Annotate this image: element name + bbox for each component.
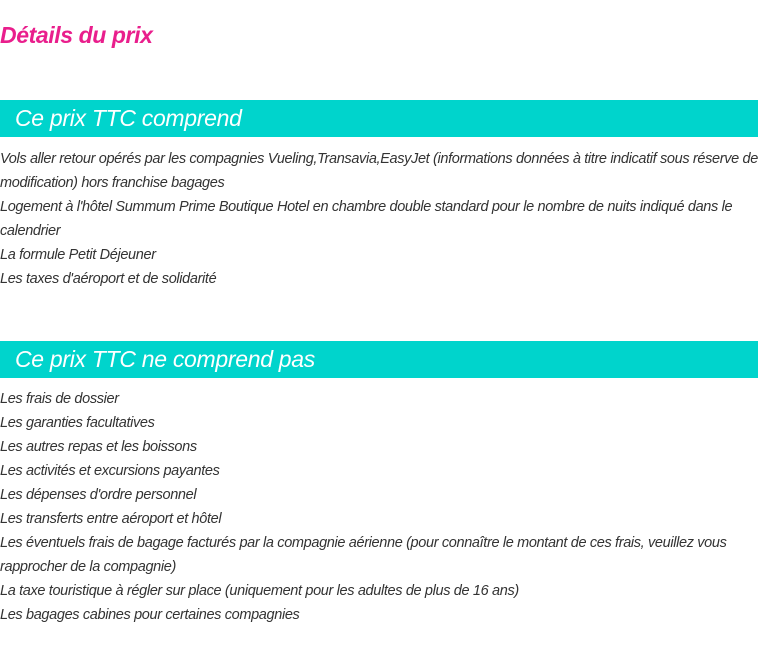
list-item: Les éventuels frais de bagage facturés par la compagnie aérienne (pour connaître le montant de ces frais, veuillez vous rapprocher de la compagnie) (0, 535, 727, 575)
included-list (0, 147, 758, 291)
excluded-heading: Ce prix TTC ne comprend pas (0, 341, 758, 378)
list-item: Les bagages cabines pour certaines compagnies (0, 607, 300, 623)
list-item: Les taxes d'aéroport et de solidarité (0, 271, 217, 287)
list-item: La formule Petit Déjeuner (0, 247, 156, 263)
list-item: Les dépenses d'ordre personnel (0, 487, 197, 503)
list-item: Les garanties facultatives (0, 415, 155, 431)
included-heading: Ce prix TTC comprend (0, 100, 758, 137)
list-item: Les transferts entre aéroport et hôtel (0, 511, 222, 527)
list-item: Logement à l'hôtel Summum Prime Boutique Hotel en chambre double standard pour le nombre de nuits indiqué dans le calendrier (0, 199, 733, 239)
list-item: Les autres repas et les boissons (0, 439, 197, 455)
list-item: Les activités et excursions payantes (0, 463, 220, 479)
excluded-list (0, 387, 758, 627)
list-item: Les frais de dossier (0, 391, 119, 407)
page-title: Détails du prix (0, 22, 153, 48)
list-item: La taxe touristique à régler sur place (uniquement pour les adultes de plus de 16 ans) (0, 583, 519, 599)
list-item: Vols aller retour opérés par les compagnies Vueling,Transavia,EasyJet (informations données à titre indicatif sous réserve de modification) hors franchise bagages (0, 151, 758, 191)
